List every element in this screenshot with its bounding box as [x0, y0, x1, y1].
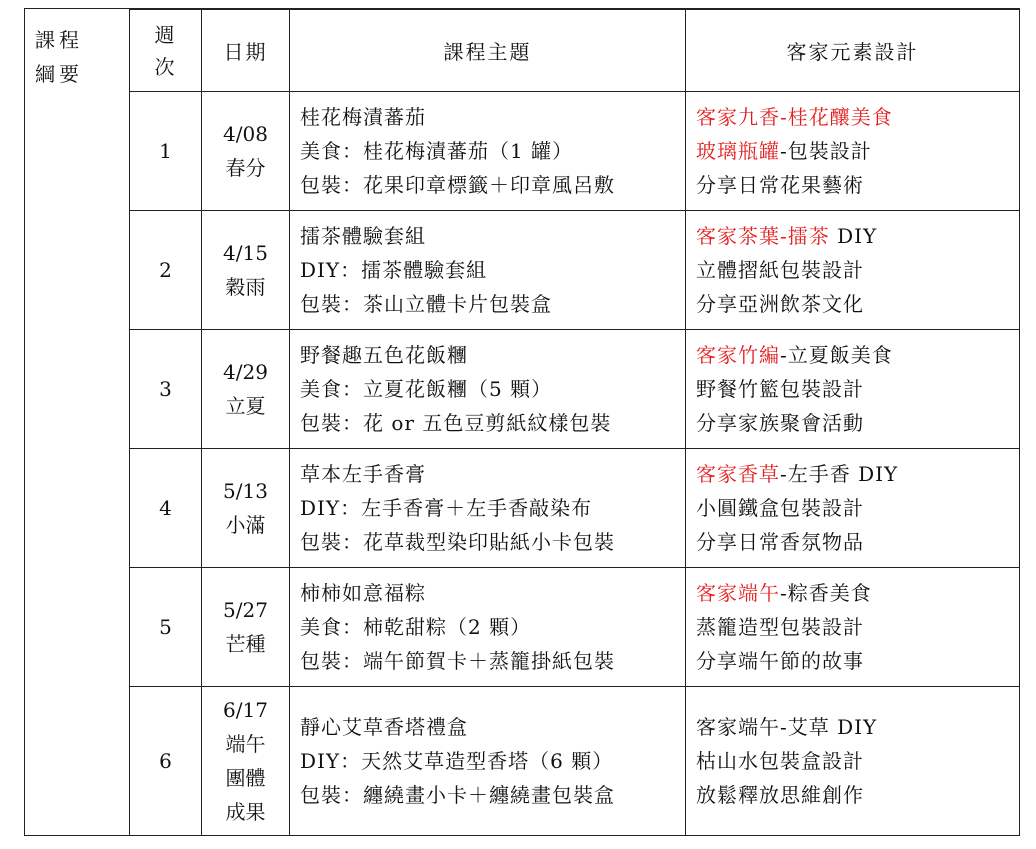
hakka-line [696, 100, 1019, 134]
hakka-line [696, 338, 1019, 372]
topic-line: 靜心艾草香塔禮盒 [300, 715, 468, 739]
hakka-line [696, 610, 1019, 644]
hakka-text: 分享家族聚會活動 [696, 411, 864, 435]
week-cell: 1 [130, 92, 202, 211]
table-row [130, 330, 1020, 449]
topic-line: DIY：擂茶體驗套組 [300, 258, 488, 282]
hakka-highlight: 客家茶葉-擂茶 [696, 224, 830, 248]
topic-cell [290, 211, 686, 330]
hakka-text: 枯山水包裝盒設計 [696, 749, 864, 773]
hakka-text: -立夏飯美食 [780, 343, 893, 367]
header-topic: 課程主題 [290, 10, 686, 92]
hakka-cell [686, 687, 1020, 836]
hakka-line [696, 253, 1019, 287]
topic-line: 美食：柿乾甜粽（2 顆） [300, 615, 532, 639]
topic-line: DIY：左手香膏＋左手香敲染布 [300, 496, 593, 520]
header-week-line: 週 [154, 22, 177, 47]
hakka-text: 野餐竹籃包裝設計 [696, 377, 864, 401]
hakka-line [696, 134, 1019, 168]
date-line: 5/27 [223, 598, 268, 622]
topic-line: 草本左手香膏 [300, 462, 426, 486]
header-row [130, 10, 1020, 92]
hakka-text: 分享日常香氛物品 [696, 530, 864, 554]
hakka-text: 放鬆釋放思維創作 [696, 783, 864, 807]
hakka-line [696, 372, 1019, 406]
topic-line: DIY：天然艾草造型香塔（6 顆） [300, 749, 614, 773]
topic-line: 野餐趣五色花飯糰 [300, 343, 468, 367]
date-line: 成果 [225, 800, 266, 824]
table-row [130, 687, 1020, 836]
date-cell [202, 449, 290, 568]
hakka-text: 客家端午-艾草 DIY [696, 715, 878, 739]
topic-cell [290, 449, 686, 568]
date-line: 立夏 [225, 394, 266, 418]
topic-line: 柿柿如意福粽 [300, 581, 426, 605]
hakka-line [696, 710, 1019, 744]
topic-line: 包裝：花草裁型染印貼紙小卡包裝 [300, 530, 615, 554]
syllabus-rows [130, 92, 1020, 836]
week-cell: 4 [130, 449, 202, 568]
header-date: 日期 [202, 10, 290, 92]
syllabus-table [129, 9, 1020, 836]
hakka-line [696, 525, 1019, 559]
hakka-line [696, 287, 1019, 321]
table-row [130, 449, 1020, 568]
date-cell [202, 92, 290, 211]
header-week [130, 10, 202, 92]
table-row [130, 92, 1020, 211]
hakka-cell [686, 449, 1020, 568]
hakka-highlight: 客家端午 [696, 581, 780, 605]
week-cell: 5 [130, 568, 202, 687]
topic-cell [290, 92, 686, 211]
topic-line: 包裝：茶山立體卡片包裝盒 [300, 292, 552, 316]
topic-line: 美食：立夏花飯糰（5 顆） [300, 377, 553, 401]
date-line: 6/17 [223, 698, 268, 722]
date-line: 小滿 [225, 513, 266, 537]
topic-line: 包裝：纏繞畫小卡＋纏繞畫包裝盒 [300, 783, 615, 807]
hakka-text: 分享日常花果藝術 [696, 173, 864, 197]
hakka-highlight: 客家竹編 [696, 343, 780, 367]
date-line: 穀雨 [225, 275, 266, 299]
date-cell [202, 687, 290, 836]
topic-line: 包裝：花 or 五色豆剪紙紋樣包裝 [300, 411, 612, 435]
date-cell [202, 330, 290, 449]
date-cell [202, 211, 290, 330]
hakka-text: 分享端午節的故事 [696, 649, 864, 673]
hakka-text: 分享亞洲飲茶文化 [696, 292, 864, 316]
topic-line: 包裝：端午節賀卡＋蒸籠掛紙包裝 [300, 649, 615, 673]
hakka-text: 蒸籠造型包裝設計 [696, 615, 864, 639]
topic-cell [290, 687, 686, 836]
week-cell: 3 [130, 330, 202, 449]
week-cell: 6 [130, 687, 202, 836]
syllabus-label [35, 23, 115, 91]
week-cell: 2 [130, 211, 202, 330]
topic-line: 包裝：花果印章標籤＋印章風呂敷 [300, 173, 615, 197]
hakka-line [696, 406, 1019, 440]
syllabus-label-line: 課程 [35, 28, 83, 52]
hakka-text: -粽香美食 [780, 581, 872, 605]
topic-cell [290, 330, 686, 449]
hakka-line [696, 457, 1019, 491]
hakka-line [696, 219, 1019, 253]
date-line: 芒種 [225, 632, 266, 656]
hakka-line [696, 491, 1019, 525]
hakka-highlight: 客家九香-桂花釀美食 [696, 105, 893, 129]
topic-line: 擂茶體驗套組 [300, 224, 426, 248]
hakka-text: DIY [829, 224, 878, 248]
hakka-line [696, 744, 1019, 778]
hakka-text: 小圓鐵盒包裝設計 [696, 496, 864, 520]
topic-line: 美食：桂花梅漬蕃茄（1 罐） [300, 139, 574, 163]
hakka-highlight: 客家香草 [696, 462, 780, 486]
hakka-line [696, 644, 1019, 678]
date-line: 春分 [225, 156, 266, 180]
date-line: 5/13 [223, 479, 268, 503]
date-line: 4/15 [223, 241, 268, 265]
hakka-cell [686, 330, 1020, 449]
header-hakka: 客家元素設計 [686, 10, 1020, 92]
table-row [130, 568, 1020, 687]
hakka-text: 立體摺紙包裝設計 [696, 258, 864, 282]
topic-cell [290, 568, 686, 687]
syllabus-label-line: 綱要 [35, 62, 83, 86]
hakka-line [696, 168, 1019, 202]
hakka-text: -包裝設計 [780, 139, 872, 163]
hakka-highlight: 玻璃瓶罐 [696, 139, 780, 163]
date-line: 團體 [225, 766, 266, 790]
syllabus-frame [24, 8, 1020, 836]
hakka-line [696, 778, 1019, 812]
hakka-cell [686, 92, 1020, 211]
table-row [130, 211, 1020, 330]
hakka-line [696, 576, 1019, 610]
date-line: 4/29 [223, 360, 268, 384]
hakka-cell [686, 211, 1020, 330]
date-cell [202, 568, 290, 687]
hakka-text: -左手香 DIY [780, 462, 899, 486]
date-line: 4/08 [223, 122, 268, 146]
hakka-cell [686, 568, 1020, 687]
topic-line: 桂花梅漬蕃茄 [300, 105, 426, 129]
header-week-line: 次 [154, 54, 177, 79]
date-line: 端午 [225, 732, 266, 756]
